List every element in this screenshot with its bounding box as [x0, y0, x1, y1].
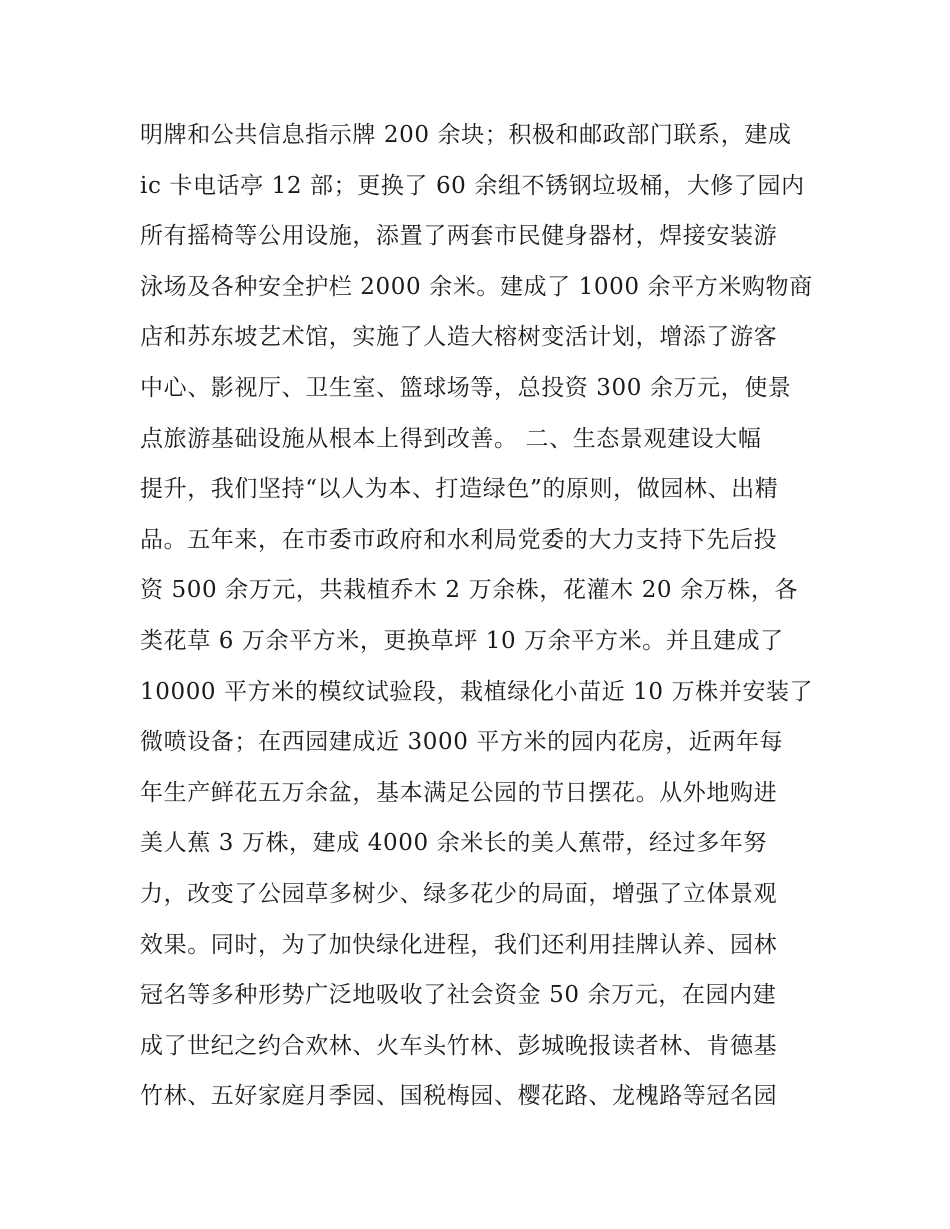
text-line: 中心、影视厅、卫生室、篮球场等，总投资 300 余万元，使景	[140, 374, 792, 401]
text-line: 资 500 余万元，共栽植乔木 2 万余株，花灌木 20 余万株，各	[140, 577, 799, 604]
body-text	[140, 110, 820, 1122]
text-line: 提升，我们坚持“以人为本、打造绿色”的原则，做园林、出精	[140, 476, 779, 503]
text-line: 竹林、五好家庭月季园、国税梅园、樱花路、龙槐路等冠名园	[140, 1083, 778, 1110]
text-line: 冠名等多种形势广泛地吸收了社会资金 50 余万元，在园内建	[140, 982, 777, 1009]
text-line: 店和苏东坡艺术馆，实施了人造大榕树变活计划，增添了游客	[140, 324, 778, 351]
text-line: 美人蕉 3 万株，建成 4000 余米长的美人蕉带，经过多年努	[140, 830, 768, 857]
text-line: 成了世纪之约合欢林、火车头竹林、彭城晚报读者林、肯德基	[140, 1032, 778, 1059]
text-line: 点旅游基础设施从根本上得到改善。 二、生态景观建设大幅	[140, 425, 762, 452]
text-line: 10000 平方米的模纹试验段，栽植绿化小苗近 10 万株并安装了	[140, 678, 814, 705]
text-line: 微喷设备；在西园建成近 3000 平方米的园内花房，近两年每	[140, 729, 784, 756]
text-line: 年生产鲜花五万余盆，基本满足公园的节日摆花。从外地购进	[140, 779, 778, 806]
text-line: 效果。同时，为了加快绿化进程，我们还利用挂牌认养、园林	[140, 931, 778, 958]
text-line: 泳场及各种安全护栏 2000 余米。建成了 1000 余平方米购物商	[140, 273, 813, 300]
text-line: 类花草 6 万余平方米，更换草坪 10 万余平方米。并且建成了	[140, 627, 784, 654]
text-line: 品。五年来，在市委市政府和水利局党委的大力支持下先后投	[140, 526, 778, 553]
text-line: 明牌和公共信息指示牌 200 余块；积极和邮政部门联系，建成	[140, 122, 792, 148]
text-line: 所有摇椅等公用设施，添置了两套市民健身器材，焊接安装游	[140, 223, 778, 250]
text-line: ic 卡电话亭 12 部；更换了 60 余组不锈钢垃圾桶，大修了园内	[140, 172, 805, 199]
text-line: 力，改变了公园草多树少、绿多花少的局面，增强了立体景观	[140, 880, 778, 907]
